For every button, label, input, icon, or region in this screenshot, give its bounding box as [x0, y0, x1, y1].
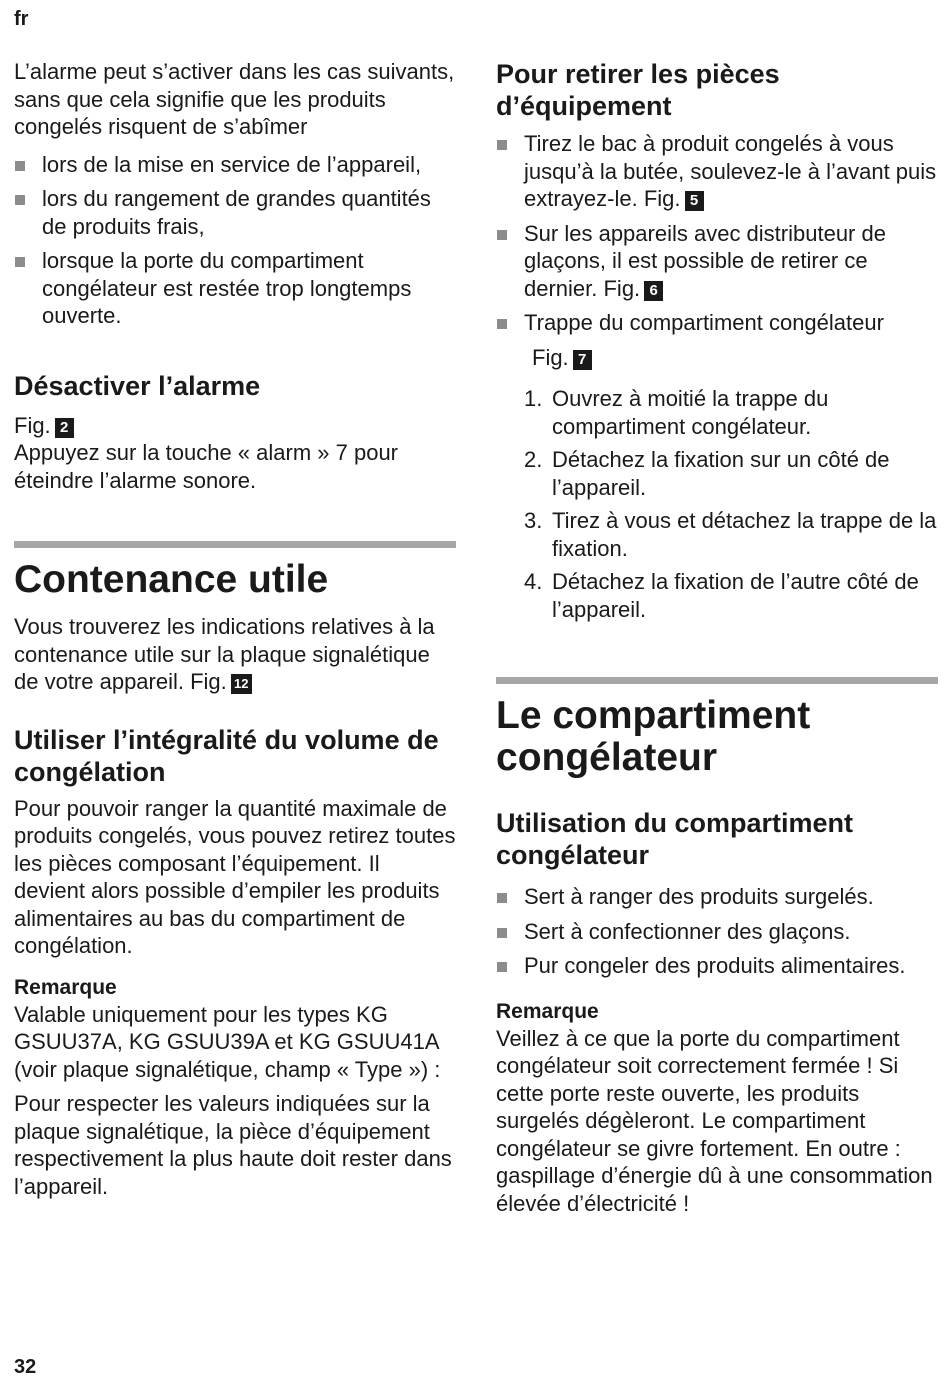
language-code: fr	[14, 8, 29, 30]
deactivate-fig-ref	[14, 412, 456, 440]
note-heading: Remarque	[496, 999, 599, 1023]
step-number: 3.	[524, 508, 543, 533]
remove-parts-heading: Pour retirer les pièces d’équipement	[496, 59, 780, 121]
note-text-types: Valable uniquement pour les types KG GSUU37A, KG GSUU39A et KG GSUU41A (voir plaque signalétique, champ « Type ») :	[14, 1001, 441, 1082]
remove-parts-list	[496, 130, 938, 337]
usage-list	[496, 883, 938, 980]
list-item	[496, 220, 938, 303]
step-number: 1.	[524, 386, 543, 411]
step-text: Détachez la fixation de l’autre côté de l’appareil.	[552, 569, 919, 622]
volume-text: Pour pouvoir ranger la quantité maximale de produits congelés, vous pouvez retirez toutes les pièces composant l’équipement. Il devient alors possible d’empiler les produits alimentaires au bas du compartiment de congélation.	[14, 795, 456, 958]
steps-list	[496, 385, 938, 623]
list-item: lorsque la porte du compartiment congélateur est restée trop longtemps ouverte.	[14, 247, 456, 330]
capacity-text-body: Vous trouverez les indications relatives à la contenance utile sur la plaque signalétique de votre appareil. Fig.	[14, 614, 435, 694]
list-item-text: Sur les appareils avec distributeur de glaçons, il est possible de retirer ce dernier. Fig.	[524, 220, 886, 301]
list-item: lors de la mise en service de l’appareil,	[14, 151, 456, 179]
figure-number-badge: 2	[55, 418, 74, 438]
right-column	[496, 58, 938, 1217]
step-text: Ouvrez à moitié la trappe du compartiment congélateur.	[552, 386, 829, 439]
trap-fig-ref	[496, 344, 938, 372]
deactivate-alarm-heading: Désactiver l’alarme	[14, 370, 261, 401]
list-item: Sert à confectionner des glaçons.	[496, 918, 938, 946]
capacity-heading: Contenance utile	[14, 558, 329, 601]
list-item: Pur congeler des produits alimentaires.	[496, 952, 938, 980]
list-item: lors du rangement de grandes quantités de produits frais,	[14, 185, 456, 240]
alarm-cases-list	[14, 151, 456, 330]
note-heading: Remarque	[14, 975, 117, 999]
section-divider	[496, 677, 938, 684]
fig-label: Fig.	[14, 412, 51, 438]
volume-heading: Utiliser l’intégralité du volume de congélation	[14, 724, 439, 787]
capacity-text	[14, 613, 456, 696]
list-item	[496, 309, 938, 337]
freezer-heading: Le compartiment congélateur	[496, 694, 811, 779]
alarm-intro-text: L’alarme peut s’activer dans les cas suivants, sans que cela signifie que les produits congelés risquent de s’abîmer	[14, 59, 455, 139]
list-item-text: Tirez le bac à produit congelés à vous jusqu’à la butée, soulevez-le à l’avant puis extrayez-le. Fig.	[524, 131, 937, 211]
deactivate-alarm-text: Appuyez sur la touche « alarm » 7 pour éteindre l’alarme sonore.	[14, 440, 399, 493]
list-item	[496, 130, 938, 213]
step-text: Détachez la fixation sur un côté de l’appareil.	[552, 447, 890, 500]
page-number: 32	[14, 1356, 37, 1378]
figure-number-badge: 6	[644, 281, 663, 301]
step-item	[496, 568, 938, 623]
step-item	[496, 385, 938, 440]
figure-number-badge: 7	[573, 350, 592, 370]
list-item: Sert à ranger des produits surgelés.	[496, 883, 938, 911]
step-text: Tirez à vous et détachez la trappe de la fixation.	[552, 508, 937, 561]
section-divider	[14, 541, 456, 548]
list-item-text: Trappe du compartiment congélateur	[524, 310, 884, 335]
figure-number-badge: 5	[685, 191, 704, 211]
step-item	[496, 507, 938, 562]
step-item	[496, 446, 938, 501]
note-text-values: Pour respecter les valeurs indiquées sur la plaque signalétique, la pièce d’équipement respectivement la plus haute doit rester dans l’appareil.	[14, 1091, 452, 1199]
note-text: Veillez à ce que la porte du compartiment congélateur soit correctement fermée ! Si cette porte reste ouverte, les produits surgelés dégèleront. Le compartiment congélateur se givre fortement. En outre : gaspillage d’énergie dû à une consommation élevée d’électricité !	[496, 1025, 933, 1216]
step-number: 2.	[524, 447, 543, 472]
step-number: 4.	[524, 569, 543, 594]
usage-heading: Utilisation du compartiment congélateur	[496, 808, 854, 870]
fig-label: Fig.	[532, 344, 569, 370]
left-column	[14, 58, 456, 1200]
figure-number-badge: 12	[231, 674, 252, 694]
